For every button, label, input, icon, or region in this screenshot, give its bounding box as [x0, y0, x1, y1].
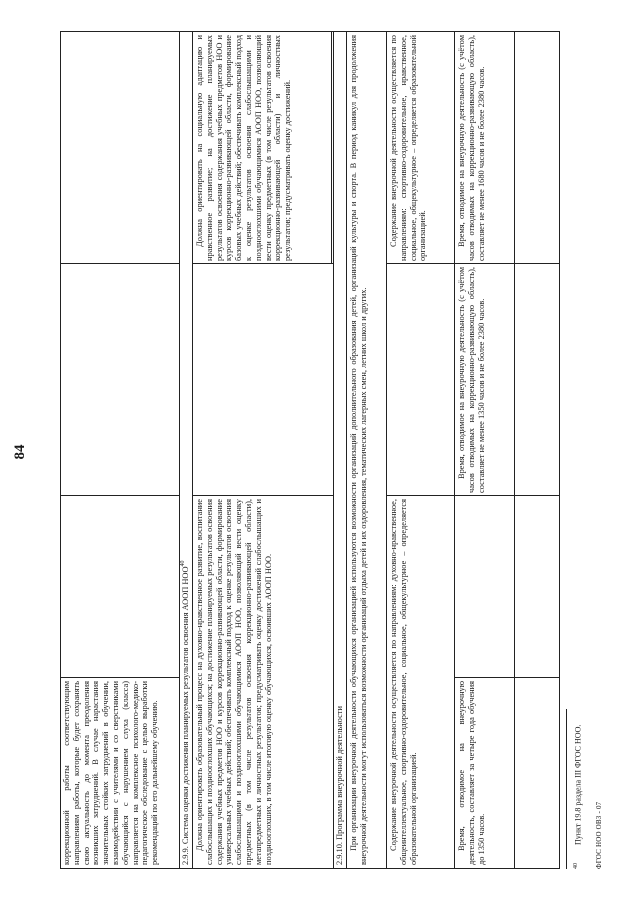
section-299-right-cell: [194, 32, 332, 264]
footnote: [571, 31, 584, 869]
section-299-left-cell: [194, 496, 332, 868]
time-col4-text: Время, отводимое на внеурочную деятельность (с учётом часов отводимых на коррекционно-развивающую область), составляет не менее 1680 часов и не более 2380 часов.: [457, 35, 486, 261]
time-col2-empty: [456, 496, 514, 678]
time-col4-cell: [456, 32, 514, 264]
time-col1-text: Время, отводимое на внеурочную деятельность, составляет за четыре года обучения до 1350 часов.: [457, 681, 486, 865]
content-col4-text: Содержание внеурочной деятельности осуществляется по направлениям: спортивно-оздоровительное, нравственное, социальное, общекультурное – определяется образовательной организацией.: [389, 35, 428, 261]
time-col3-cell: [456, 264, 514, 496]
section-2910-intro: [348, 32, 386, 868]
section-2910-heading-row: [333, 32, 346, 868]
section-299-col3-empty: [194, 264, 332, 496]
divider: [331, 32, 332, 264]
footnote-area: [566, 31, 604, 869]
divider: [515, 495, 560, 496]
section-299-right-text: Должна ориентировать на социальную адаптацию и нравственное развитие; на достижение планируемых результатов освоения содержания учебных предметов НОО и курсов коррекционно-развивающей области, формирование базовых учебных действий; обеспечивать комплексный подход к оценке результатов освоения слабослышащими и позднооглохшими обучающимися АООП НОО, позволяющий вести оценку предметных (в том числе результатов освоения коррекционно-развивающей области) и личностных результатов; предусматривать оценку достижений.: [195, 35, 293, 261]
divider: [61, 495, 179, 496]
content-col4-cell: [388, 32, 454, 264]
section-299-left-text: Должна ориентировать образовательный процесс на духовно-нравственное развитие, воспитание слабослышащих и позднооглохших обучающихся; на достижение планируемых результатов освоения содержания учебных предметов НОО и курсов коррекционно-развивающей области, формирование универсальных учебных действий; обеспечивать комплексный подход к оценке результатов освоения слабослышащими и позднооглохшими обучающимися АООП НОО, позволяющий вести оценку предметных (в том числе результатов освоения коррекционно-развивающей области), метапредметных и личностных результатов; предусматривать оценку достижений слабослышащих и позднооглохших, в том числе итоговую оценку обучающихся, освоивших АООП НОО.: [195, 499, 273, 865]
standards-table: [60, 31, 560, 869]
section-2910-time-row: [454, 32, 514, 868]
divider: [515, 677, 560, 678]
footnote-mark: 40: [573, 863, 579, 869]
time-col1-cell: [456, 678, 514, 868]
divider: [61, 263, 179, 264]
empty-tail-row: [514, 32, 559, 868]
content-col1-cell: [388, 496, 454, 868]
page-number: 84: [12, 444, 28, 460]
section-2910-heading-text: 2.9.10. Программа внеурочной деятельности: [335, 706, 344, 865]
top-row-col1-text: коррекционной работы соответствующим направлениям работы, которые будет сохранять свою актуальность до момента преодоления возникших затруднений. В случае нарастания значительных стойких затруднений в обучении, взаимодействии с учителями и со сверстниками обучающийся с нарушением слуха (класса) направляется на комплексное психолого-медико-педагогическое обследование с целью выработки рекомендаций по его дальнейшему обучению.: [62, 681, 160, 865]
section-2910-content-row: [386, 32, 454, 868]
section-2910-intro-text: При организации внеурочной деятельности обучающихся организацией используются возможности организаций дополнительного образования детей, организаций культуры и спорта. В период каникул для продолжения внеурочной деятельности могут использоваться возможности организаций отдыха детей и их оздоровления, тематических лагерных смен, летних школ и других.: [349, 35, 368, 865]
footnote-rule: [566, 709, 567, 869]
divider: [61, 677, 179, 678]
footnote-ref: 40: [180, 560, 187, 567]
document-footer: ФГОС НОО ОВЗ - 07: [594, 801, 603, 869]
footnote-text: Пункт 19.8 раздела III ФГОС НОО.: [573, 724, 583, 845]
content-col1-text: Содержание внеурочной деятельности осуществляется по направлениям: духовно-нравственное, общеинтеллектуальное, спортивно-оздоровительное, социальное, общекультурное – определяется образовательной организацией.: [389, 499, 418, 865]
section-299-body-row: [192, 32, 333, 868]
top-row-col1: [61, 678, 179, 868]
section-299-heading-row: [179, 32, 192, 868]
divider: [515, 263, 560, 264]
section-299-heading-text: 2.9.9. Система оценки достижения планируемых результатов освоения АООП НОО: [181, 566, 190, 865]
content-col3-empty: [388, 264, 454, 496]
time-col3-text: Время, отводимое на внеурочную деятельность (с учётом часов отводимых на коррекционно-развивающую область), составляет не менее 1350 часов и не более 2380 часов.: [457, 267, 486, 493]
section-2910-intro-row: [346, 32, 386, 868]
